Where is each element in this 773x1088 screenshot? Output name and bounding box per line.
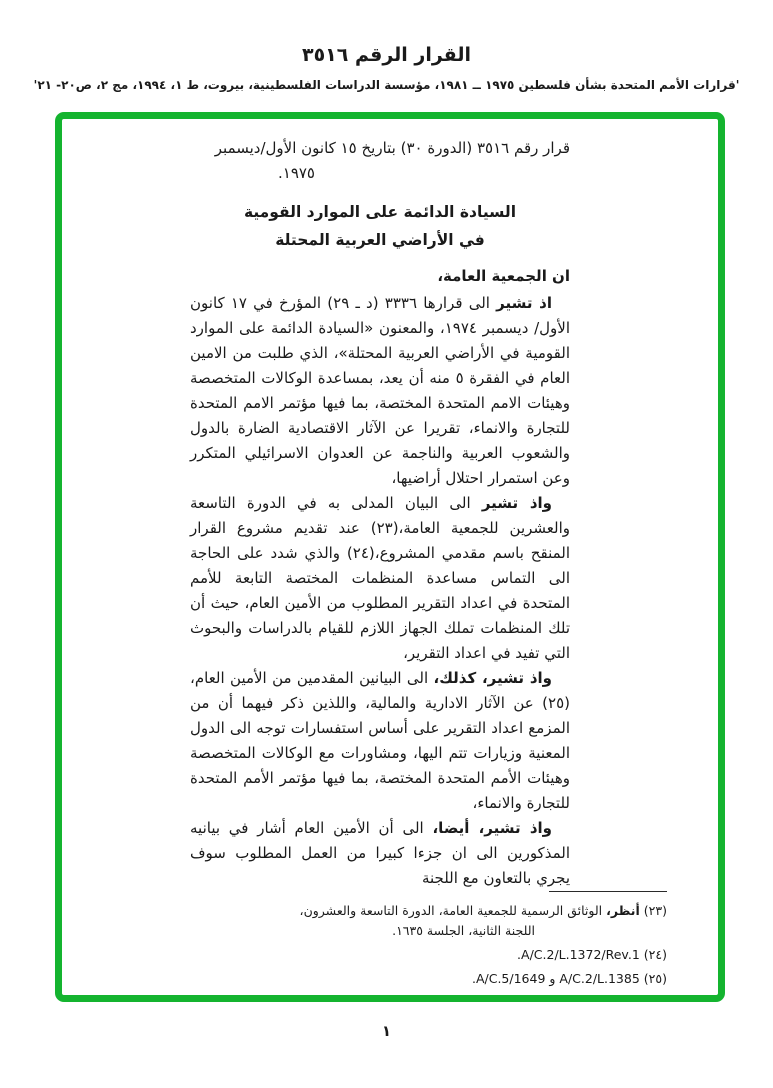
resolution-paragraph-1 (190, 291, 570, 491)
paragraph-text: الى قرارها ٣٣٣٦ (د ـ ٢٩) المؤرخ في ١٧ كانون الأول/ ديسمبر ١٩٧٤، والمعنون «السيادة الدائمة على الموارد القومية في الأراضي العربية المحتلة»، الذي طلبت من الامين العام في الفقرة ٥ منه أن يعد، بمساعدة الوكالات المتخصصة وهيئات الامم المتحدة المختصة، بما فيها مؤتمر الامم المتحدة للتجارة والانماء، تقريرا عن الآثار الاقتصادية الضارة بالدول والشعوب العربية والناجمة عن العدوان الاسرائيلي المتكرر وعن استمرار احتلال أراضيها، (190, 294, 570, 487)
resolution-opening-phrase: ان الجمعية العامة، (437, 267, 570, 285)
footnote-25 (299, 969, 667, 989)
page-header-title: القرار الرقم ٣٥١٦ (301, 44, 472, 66)
paragraph-lead: واذ تشير، كذلك، (433, 669, 553, 687)
resolution-paragraph-4 (190, 816, 570, 891)
resolution-paragraph-2 (190, 491, 570, 666)
footnote-24 (299, 945, 667, 965)
page-number: ١ (381, 1022, 392, 1040)
resolution-body (190, 136, 570, 891)
paragraph-lead: واذ تشير، أيضا، (432, 819, 552, 837)
footnotes-section (299, 891, 667, 993)
footnote-lead: أنظر، (606, 903, 640, 918)
resolution-title (190, 198, 570, 254)
paragraph-text: الى البيانين المقدمين من الأمين العام،(٢٥) عن الآثار الادارية والمالية، واللذين ذكر فيهما أن من المزمع اعداد التقرير على أساس استفسارات توجه الى الدول المعنية وزيارات تتم اليها، ومشاورات مع الوكالات المتخصصة وهيئات الأمم المتحدة المختصة، بما فيها مؤتمر الأمم المتحدة للتجارة والانماء، (190, 669, 570, 812)
footnote-23 (299, 901, 667, 941)
resolution-title-line1: السيادة الدائمة على الموارد القومية (243, 203, 517, 221)
footnote-text: A/C.2/L.1372/Rev.1. (517, 947, 640, 962)
paragraph-text: الى أن الأمين العام أشار في بيانيه المذكورين الى ان جزءا كبيرا من العمل المطلوب سوف يجري بالتعاون مع اللجنة (190, 819, 570, 887)
footnote-marker: (٢٥) (643, 971, 667, 986)
resolution-title-line2: في الأراضي العربية المحتلة (275, 231, 485, 249)
paragraph-text: الى البيان المدلى به في الدورة التاسعة والعشرين للجمعية العامة،(٢٣) عند تقديم مشروع القرار المنقح باسم مقدمي المشروع،(٢٤) والذي شدد على الحاجة الى التماس مساعدة المنظمات المختصة التابعة للأمم المتحدة في اعداد التقرير المطلوب من الأمين العام، حيث أن تلك المنظمات تملك الجهاز اللازم للقيام بالدراسات والبحوث التي تفيد في اعداد التقرير، (190, 494, 571, 662)
resolution-intro-line1: قرار رقم ٣٥١٦ (الدورة ٣٠) بتاريخ ١٥ كانون الأول/ديسمبر (214, 139, 570, 157)
highlight-box-content (62, 119, 718, 995)
resolution-intro-line2: ١٩٧٥. (277, 164, 315, 182)
footnote-marker: (٢٣) (643, 903, 667, 918)
content-highlight-box (55, 112, 725, 1002)
footnote-text: A/C.2/L.1385 و A/C.5/1649. (471, 971, 640, 986)
footnote-separator-rule (549, 891, 667, 892)
paragraph-lead: واذ تشير (481, 494, 552, 512)
footnote-marker: (٢٤) (643, 947, 667, 962)
paragraph-lead: اذ تشير (496, 294, 553, 312)
page-header-source-line: 'قرارات الأمم المتحدة بشأن فلسطين ١٩٧٥ ــ ١٩٨١، مؤسسة الدراسات الفلسطينية، بيروت، ط ١، ١٩٩٤، مج ٢، ص٢٠- ٢١' (33, 78, 740, 92)
resolution-paragraph-3 (190, 666, 570, 816)
footnote-text: الوثائق الرسمية للجمعية العامة، الدورة التاسعة والعشرون، اللجنة الثانية، الجلسة ١٦٣٥. (299, 903, 607, 938)
